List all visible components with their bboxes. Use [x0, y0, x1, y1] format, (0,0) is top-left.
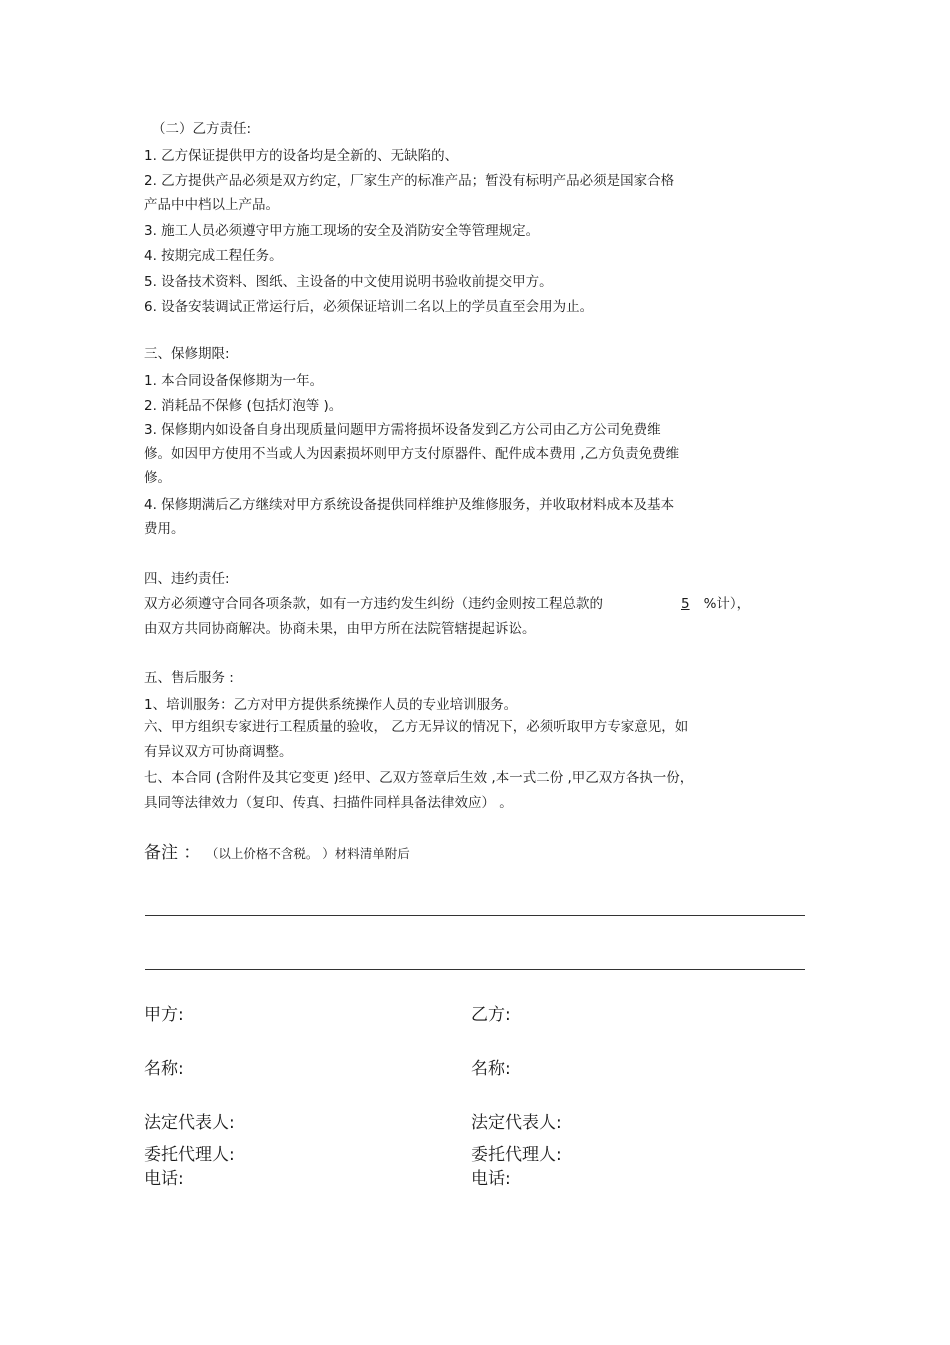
party-a-phone-label: 电话: [144, 1169, 184, 1189]
section-6-line-1: 六、甲方组织专家进行工程质量的验收， 乙方无异议的情况下，必须听取甲方专家意见，如 [144, 719, 689, 735]
section-3-heading: 三、保修期限: [144, 346, 230, 362]
remark-text: （以上价格不含税。 ）材料清单附后 [205, 846, 410, 861]
section-3-item-3: 3. 保修期内如设备自身出现质量问题甲方需将损坏设备发到乙方公司由乙方公司免费维 [144, 422, 661, 438]
section-3-item-4-cont: 费用。 [144, 521, 185, 537]
section-4-line-1 [144, 595, 750, 613]
section-5-item-1: 1、培训服务：乙方对甲方提供系统操作人员的专业培训服务。 [144, 697, 518, 713]
party-a-agent-label: 委托代理人: [144, 1145, 235, 1165]
remark-label: 备注 [144, 843, 178, 863]
remark-line [144, 842, 410, 865]
penalty-text-pre: 双方必须遵守合同各项条款，如有一方违约发生纠纷（违约金则按工程总款的 [144, 596, 603, 612]
section-2-item-5: 5. 设备技术资料、图纸、主设备的中文使用说明书验收前提交甲方。 [144, 274, 553, 290]
section-6-line-2: 有异议双方可协商调整。 [144, 744, 293, 760]
section-2-item-3: 3. 施工人员必须遵守甲方施工现场的安全及消防安全等管理规定。 [144, 223, 540, 239]
section-3-item-4: 4. 保修期满后乙方继续对甲方系统设备提供同样维护及维修服务，并收取材料成本及基本 [144, 497, 675, 513]
section-4-line-2: 由双方共同协商解决。协商未果，由甲方所在法院管辖提起诉讼。 [144, 621, 536, 637]
party-b-phone-label: 电话: [471, 1169, 511, 1189]
section-3-item-3-cont: 修。如因甲方使用不当或人为因素损坏则甲方支付原器件、配件成本费用 ,乙方负责免费维 [144, 446, 680, 462]
section-2-item-2: 2. 乙方提供产品必须是双方约定，厂家生产的标准产品；暂没有标明产品必须是国家合格 [144, 173, 675, 189]
section-2-item-6: 6. 设备安装调试正常运行后，必须保证培训二名以上的学员直至会用为止。 [144, 299, 594, 315]
section-5-heading: 五、售后服务 : [144, 670, 234, 686]
party-b-agent-label: 委托代理人: [471, 1145, 562, 1165]
remark-colon: ： [183, 843, 201, 863]
penalty-rate-value: 5 [681, 596, 690, 612]
party-b-rep-label: 法定代表人: [471, 1113, 562, 1133]
party-b-name-label: 名称: [471, 1059, 511, 1079]
section-3-item-2: 2. 消耗品不保修 (包括灯泡等 )。 [144, 398, 343, 414]
section-2-heading: （二）乙方责任: [152, 121, 252, 137]
section-7-line-2: 具同等法律效力（复印、传真、扫描件同样具备法律效应） 。 [144, 795, 513, 811]
section-7-line-1: 七、本合同 (含附件及其它变更 )经甲、乙双方签章后生效 ,本一式二份 ,甲乙双方各执一份， [144, 770, 694, 786]
section-3-item-1: 1. 本合同设备保修期为一年。 [144, 373, 324, 389]
party-a-label: 甲方: [144, 1005, 184, 1025]
section-2-item-1: 1. 乙方保证提供甲方的设备均是全新的、无缺陷的、 [144, 148, 459, 164]
penalty-text-post: %计）， [703, 596, 751, 612]
section-2-item-2-cont: 产品中中档以上产品。 [144, 197, 279, 213]
section-3-item-3-end: 修。 [144, 470, 171, 486]
blank-line-1 [145, 915, 805, 916]
section-4-heading: 四、违约责任: [144, 571, 230, 587]
party-b-label: 乙方: [471, 1005, 511, 1025]
blank-line-2 [145, 969, 805, 970]
party-a-name-label: 名称: [144, 1059, 184, 1079]
section-2-item-4: 4. 按期完成工程任务。 [144, 248, 283, 264]
party-a-rep-label: 法定代表人: [144, 1113, 235, 1133]
